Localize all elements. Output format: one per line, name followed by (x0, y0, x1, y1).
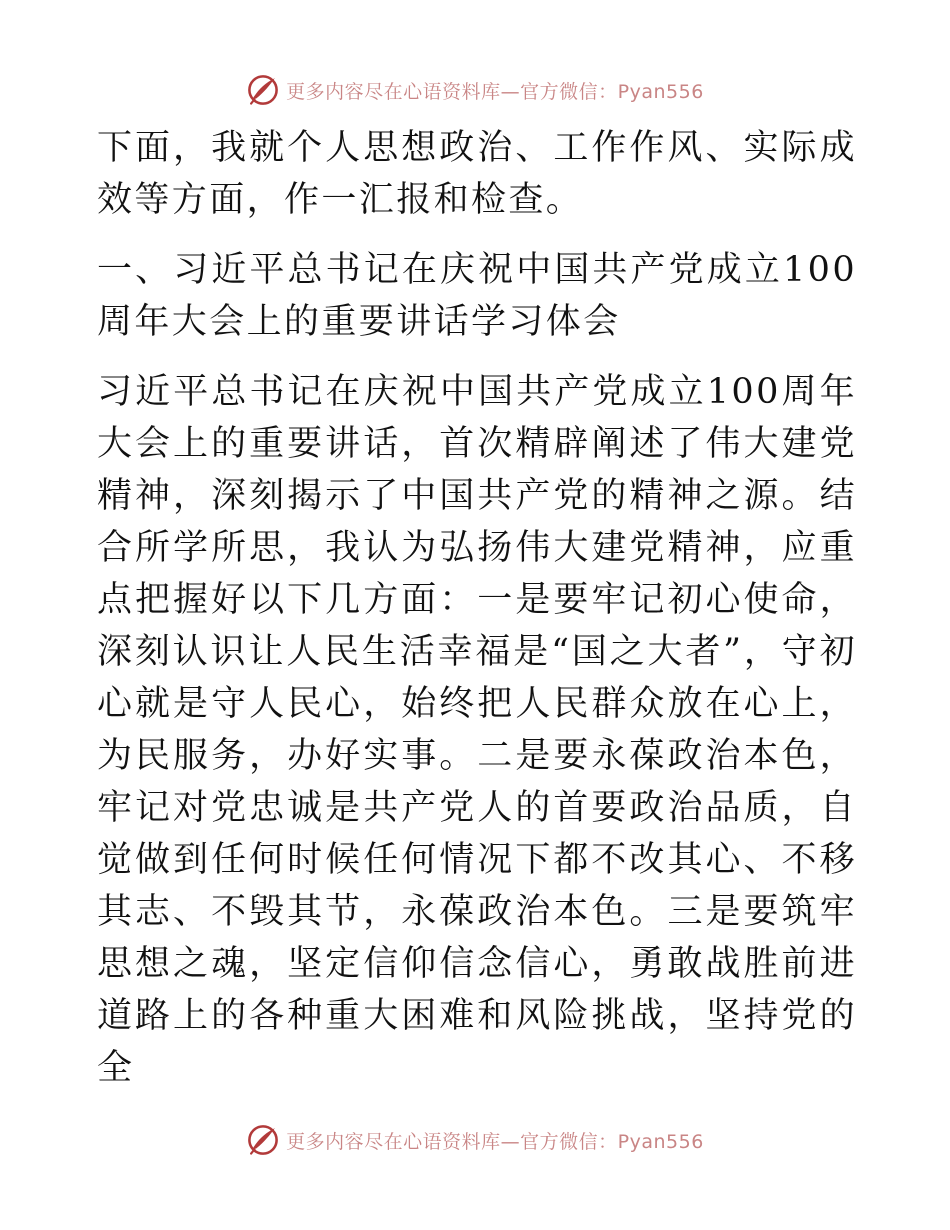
quill-pen-logo-icon (246, 73, 280, 107)
header-watermark-text: 更多内容尽在心语资料库—官方微信：Pyan556 (286, 80, 704, 103)
document-body (97, 122, 857, 1094)
section-heading: 一、习近平总书记在庆祝中国共产党成立100周年大会上的重要讲话学习体会 (97, 250, 857, 342)
quill-pen-logo-icon (246, 1123, 280, 1157)
footer-watermark-text: 更多内容尽在心语资料库—官方微信：Pyan556 (286, 1130, 704, 1153)
paragraph-body: 习近平总书记在庆祝中国共产党成立100周年大会上的重要讲话，首次精辟阐述了伟大建党精神，深刻揭示了中国共产党的精神之源。结合所学所思，我认为弘扬伟大建党精神，应重点把握好以下几方面：一是要牢记初心使命，深刻认识让人民生活幸福是“国之大者”，守初心就是守人民心，始终把人民群众放在心上，为民服务，办好实事。二是要永葆政治本色，牢记对党忠诚是共产党人的首要政治品质，自觉做到任何时候任何情况下都不改其心、不移其志、不毁其节，永葆政治本色。三是要筑牢思想之魂，坚定信仰信念信心，勇敢战胜前进道路上的各种重大困难和风险挑战，坚持党的全 (97, 372, 857, 1088)
paragraph-intro: 下面，我就个人思想政治、工作作风、实际成效等方面，作一汇报和检查。 (97, 128, 857, 220)
header-watermark-banner (0, 70, 950, 110)
footer-watermark-banner (0, 1120, 950, 1160)
